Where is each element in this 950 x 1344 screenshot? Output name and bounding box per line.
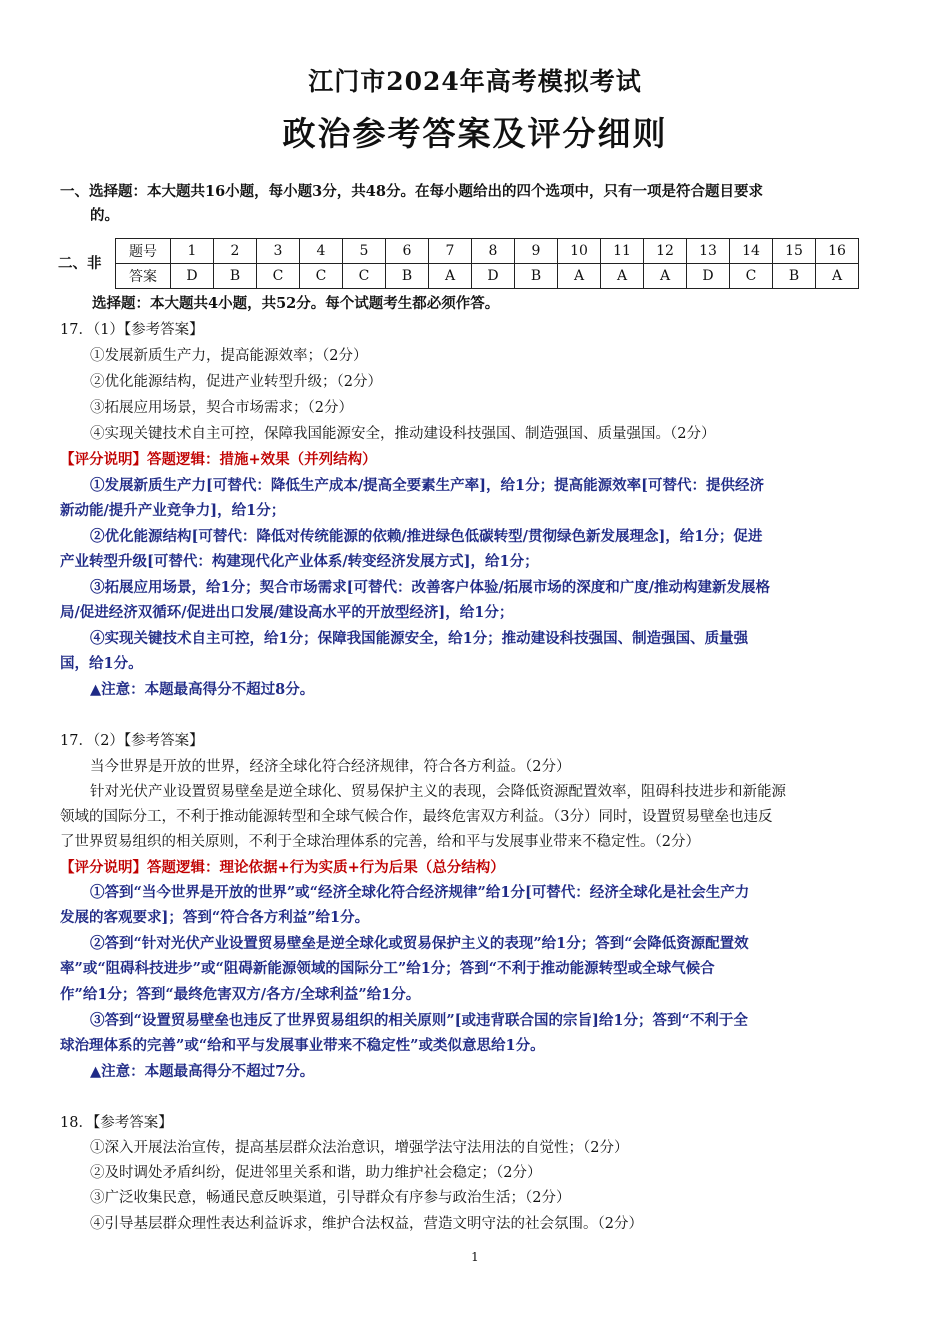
q17-1-rubric-4b: 国，给1分。 xyxy=(60,655,143,672)
scoring-label: 【评分说明】 xyxy=(60,451,147,468)
table-cell: A xyxy=(558,264,601,289)
q17-2-para-2b: 领域的国际分工，不利于推动能源转型和全球气候合作，最终危害双方利益。（3分）同时，设置贸易壁垒也违反 xyxy=(60,809,773,825)
table-cell: A xyxy=(644,264,687,289)
q17-1-rubric-3a: ③拓展应用场景，给1分；契合市场需求[可替代：改善客户体验/拓展市场的深度和广度/推动构建新发展格 xyxy=(90,579,771,596)
q17-1-heading: 17．（1）【参考答案】 xyxy=(60,322,204,338)
table-cell: C xyxy=(257,264,300,289)
section2-text: 选择题：本大题共4小题，共52分。每个试题考生都必须作答。 xyxy=(92,295,500,312)
q18-answer-1: ①深入开展法治宣传，提高基层群众法治意识，增强学法守法用法的自觉性；（2分） xyxy=(90,1140,629,1156)
q17-2-rubric-3b: 球治理体系的完善”或“给和平与发展事业带来不稳定性”或类似意思给1分。 xyxy=(60,1037,545,1054)
table-cell: C xyxy=(300,264,343,289)
answer-table xyxy=(115,238,859,289)
q17-1-rubric-2a: ②优化能源结构[可替代：降低对传统能源的依赖/推进绿色低碳转型/贯彻绿色新发展理念]，给1分；促进 xyxy=(90,528,763,545)
table-cell: 5 xyxy=(343,239,386,264)
section2-prefix: 二、非 xyxy=(58,255,102,272)
q17-1-rubric-1a: ①发展新质生产力[可替代：降低生产成本/提高全要素生产率]，给1分；提高能源效率[可替代：提供经济 xyxy=(90,477,764,494)
exam-title: 江门市2024年高考模拟考试 xyxy=(308,67,642,96)
table-cell: 1 xyxy=(171,239,214,264)
table-cell: A xyxy=(601,264,644,289)
q18-answer-3: ③广泛收集民意，畅通民意反映渠道，引导群众有序参与政治生活；（2分） xyxy=(90,1190,571,1206)
q17-2-rubric-3a: ③答到“设置贸易壁垒也违反了世界贸易组织的相关原则”[或违背联合国的宗旨]给1分；答到“不利于全 xyxy=(90,1012,748,1029)
table-cell: 16 xyxy=(816,239,859,264)
q17-1-rubric-2b: 产业转型升级[可替代：构建现代化产业体系/转变经济发展方式]，给1分； xyxy=(60,553,539,570)
table-cell: 14 xyxy=(730,239,773,264)
answer-logic: 答题逻辑：措施+效果（并列结构） xyxy=(147,451,377,468)
table-cell: 11 xyxy=(601,239,644,264)
table-cell: 13 xyxy=(687,239,730,264)
table-cell: 6 xyxy=(386,239,429,264)
q17-1-answer-3: ③拓展应用场景，契合市场需求；（2分） xyxy=(90,400,353,416)
q17-2-rubric-1a: ①答到“当今世界是开放的世界”或“经济全球化符合经济规律”给1分[可替代：经济全球化是社会生产力 xyxy=(90,884,750,901)
table-cell: B xyxy=(214,264,257,289)
q18-heading: 18．【参考答案】 xyxy=(60,1115,173,1131)
scoring-label: 【评分说明】 xyxy=(60,859,147,876)
q17-1-answer-4: ④实现关键技术自主可控，保障我国能源安全，推动建设科技强国、制造强国、质量强国。（2分） xyxy=(90,426,716,442)
table-cell: 9 xyxy=(515,239,558,264)
table-cell: C xyxy=(343,264,386,289)
q17-1-rubric-1b: 新动能/提升产业竞争力]，给1分； xyxy=(60,502,286,519)
table-cell: B xyxy=(515,264,558,289)
q17-1-answer-1: ①发展新质生产力，提高能源效率；（2分） xyxy=(90,348,368,364)
section1-line1: 一、选择题：本大题共16小题，每小题3分，共48分。在每小题给出的四个选项中，只有一项是符合题目要求 xyxy=(60,183,763,200)
q17-2-heading: 17．（2）【参考答案】 xyxy=(60,733,204,749)
table-header-answer: 答案 xyxy=(116,264,171,289)
q17-1-max-score-note: ▲注意：本题最高得分不超过8分。 xyxy=(90,681,315,698)
table-row-answers xyxy=(116,264,859,289)
q17-1-rubric-3b: 局/促进经济双循环/促进出口发展/建设高水平的开放型经济]，给1分； xyxy=(60,604,514,621)
table-cell: D xyxy=(171,264,214,289)
table-cell: A xyxy=(816,264,859,289)
table-cell: D xyxy=(687,264,730,289)
q18-answer-2: ②及时调处矛盾纠纷，促进邻里关系和谐，助力维护社会稳定；（2分） xyxy=(90,1165,542,1181)
q17-2-rubric-1b: 发展的客观要求]；答到“符合各方利益”给1分。 xyxy=(60,909,370,926)
q17-2-para-2c: 了世界贸易组织的相关原则，不利于全球治理体系的完善，给和平与发展事业带来不稳定性。（2分） xyxy=(60,834,700,850)
table-cell: 7 xyxy=(429,239,472,264)
q17-2-scoring-note xyxy=(60,858,890,878)
table-cell: 2 xyxy=(214,239,257,264)
table-cell: 10 xyxy=(558,239,601,264)
q18-answer-4: ④引导基层群众理性表达利益诉求，维护合法权益，营造文明守法的社会氛围。（2分） xyxy=(90,1216,643,1232)
q17-2-rubric-2b: 率”或“阻碍科技进步”或“阻碍新能源领域的国际分工”给1分；答到“不利于推动能源转型或全球气候合 xyxy=(60,960,715,977)
section1-line2: 的。 xyxy=(90,207,119,224)
page-number: 1 xyxy=(471,1250,479,1264)
q17-2-para-2a: 针对光伏产业设置贸易壁垒是逆全球化、贸易保护主义的表现，会降低资源配置效率，阻碍科技进步和新能源 xyxy=(90,784,786,800)
exam-subtitle: 政治参考答案及评分细则 xyxy=(282,114,668,153)
q17-1-scoring-note xyxy=(60,450,890,470)
table-row-numbers xyxy=(116,239,859,264)
table-cell: 8 xyxy=(472,239,515,264)
q17-2-rubric-2c: 作”给1分；答到“最终危害双方/各方/全球利益”给1分。 xyxy=(60,986,421,1003)
table-cell: C xyxy=(730,264,773,289)
q17-2-rubric-2a: ②答到“针对光伏产业设置贸易壁垒是逆全球化或贸易保护主义的表现”给1分；答到“会降低资源配置效 xyxy=(90,935,749,952)
table-cell: 12 xyxy=(644,239,687,264)
q17-2-max-score-note: ▲注意：本题最高得分不超过7分。 xyxy=(90,1063,315,1080)
table-cell: A xyxy=(429,264,472,289)
table-header-number: 题号 xyxy=(116,239,171,264)
q17-2-para-1: 当今世界是开放的世界，经济全球化符合经济规律，符合各方利益。（2分） xyxy=(90,759,571,775)
table-cell: 15 xyxy=(773,239,816,264)
table-cell: B xyxy=(386,264,429,289)
q17-1-answer-2: ②优化能源结构，促进产业转型升级；（2分） xyxy=(90,374,382,390)
answer-logic: 答题逻辑：理论依据+行为实质+行为后果（总分结构） xyxy=(147,859,505,876)
table-cell: 3 xyxy=(257,239,300,264)
table-cell: 4 xyxy=(300,239,343,264)
table-cell: B xyxy=(773,264,816,289)
q17-1-rubric-4a: ④实现关键技术自主可控，给1分；保障我国能源安全，给1分；推动建设科技强国、制造强国、质量强 xyxy=(90,630,749,647)
table-cell: D xyxy=(472,264,515,289)
